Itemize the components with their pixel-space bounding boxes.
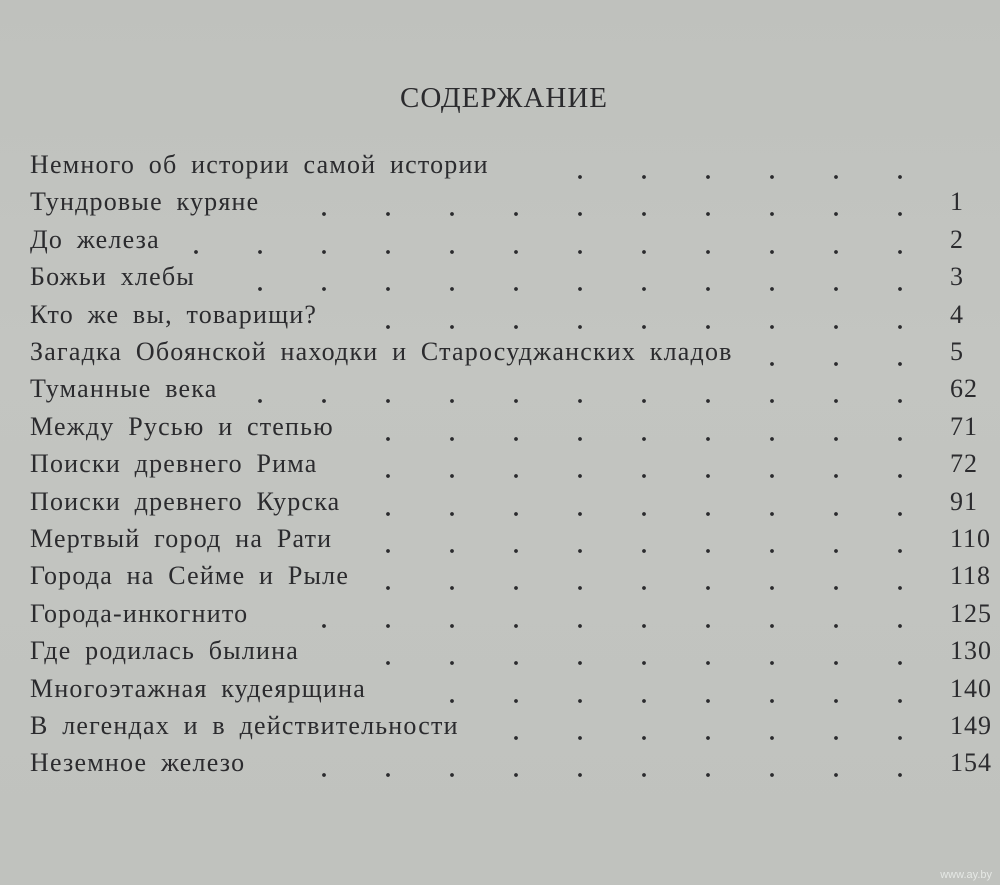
toc-entry-page: 110 [950,524,992,553]
toc-entry-title: Между Русью и степью [30,412,334,441]
toc-entry-title: Поиски древнего Курска [30,487,341,516]
toc-entry-title: Загадка Обоянской находки и Старосуджанских кладов [30,337,733,366]
toc-row [0,337,1000,375]
leader-dots [362,548,932,554]
toc-row [0,412,1000,450]
leader-dots [289,211,932,217]
toc-entry-page: 62 [950,374,978,403]
toc-entry-title: Кто же вы, товарищи? [30,300,318,329]
toc-entry-page: 72 [950,449,978,478]
toc-entry-title: Многоэтажная кудеярщина [30,674,366,703]
leader-dots [278,623,932,629]
leader-dots [247,398,932,404]
toc-entry-page: 1 [950,187,964,216]
toc-entry-title: Где родилась былина [30,636,299,665]
leader-dots [379,585,932,591]
toc-entry-page: 125 [950,599,992,628]
toc-entry-page: 5 [950,337,964,366]
toc-row [0,748,1000,786]
leader-dots [364,436,932,442]
toc-entry-page: 154 [950,748,992,777]
leader-dots [347,324,932,330]
toc-row [0,711,1000,749]
toc-row [0,524,1000,562]
leader-dots [763,361,932,367]
page-title: СОДЕРЖАНИЕ [400,82,608,114]
toc-row [0,262,1000,300]
toc-entry-title: Туманные века [30,374,218,403]
leader-dots [329,660,932,666]
leader-dots [396,698,932,704]
toc-entry-title: Города на Сейме и Рыле [30,561,350,590]
toc-row [0,300,1000,338]
toc-entry-title: В легендах и в действительности [30,711,459,740]
toc-entry-page: 91 [950,487,978,516]
watermark: www.ay.by [940,869,992,881]
toc-row [0,225,1000,263]
toc-row [0,599,1000,637]
toc-row [0,449,1000,487]
toc-row [0,150,1000,188]
toc-entry-page: 4 [950,300,964,329]
toc-entry-page: 118 [950,561,992,590]
toc-entry-title: До железа [30,225,160,254]
toc-entry-page: 2 [950,225,964,254]
toc-entry-page: 149 [950,711,992,740]
toc-entry-title: Неземное железо [30,748,246,777]
toc-entry-title: Божьи хлебы [30,262,195,291]
toc-entry-page: 71 [950,412,978,441]
toc-entry-title: Тундровые куряне [30,187,260,216]
toc-row [0,561,1000,599]
toc-entry-page: 130 [950,636,992,665]
toc-entry-title: Поиски древнего Рима [30,449,318,478]
toc-entry-title: Немного об истории самой истории [30,150,489,179]
toc-row [0,636,1000,674]
leader-dots [347,473,932,479]
leader-dots [225,286,932,292]
leader-dots [275,772,932,778]
toc-row [0,674,1000,712]
leader-dots [370,511,932,517]
toc-entry-title: Мертвый город на Рати [30,524,333,553]
leader-dots [519,174,932,180]
toc-row [0,487,1000,525]
leader-dots [489,735,932,741]
toc-entry-page: 3 [950,262,964,291]
toc-entry-title: Города-инкогнито [30,599,249,628]
toc-row [0,187,1000,225]
leader-dots [190,249,932,255]
toc-row [0,374,1000,412]
toc-entry-page: 140 [950,674,992,703]
